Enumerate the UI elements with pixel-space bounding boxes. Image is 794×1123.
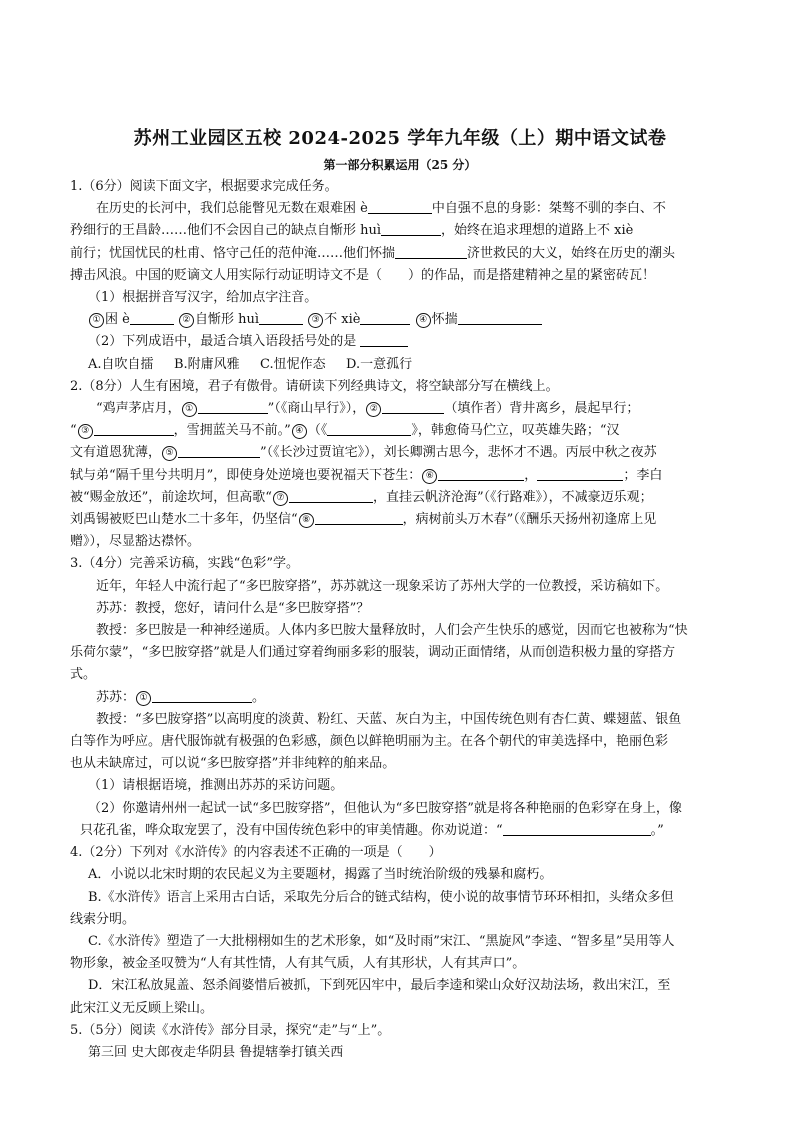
q1-text: 中自强不息的身影：桀骜不驯的李白、不 [431, 201, 666, 217]
q4-option-a[interactable]: A．小说以北宋时期的农民起义为主要题材，揭露了当时统治阶级的残暴和腐朽。 [88, 867, 553, 883]
circle-number-8: ⑧ [299, 513, 314, 528]
q2-text: ，直挂云帆济沧海”（《行路难》），不减豪迈乐观； [372, 489, 653, 505]
q2-line: 赠》），尽显豁达襟怀。 [70, 534, 201, 550]
q1-passage-line [70, 243, 730, 265]
q2-text: ”（《商山早行》）， [267, 401, 366, 417]
circle-number-5: ⑤ [162, 446, 177, 461]
q2-text: （填作者）背井离乡，晨起早行； [444, 401, 640, 417]
q1-text: 矜细行的王昌龄……他们不会因自己的缺点自惭形 huì [70, 223, 382, 239]
circle-number-4: ④ [416, 313, 431, 328]
question-4 [70, 842, 730, 1020]
persuade-blank[interactable] [503, 821, 651, 836]
q2-text: （《 [307, 423, 328, 439]
q2-text: 文有道恩犹薄， [70, 445, 162, 461]
q2-line [70, 398, 730, 420]
exam-title: 苏州工业园区五校 2024-2025 学年九年级（上）期中语文试卷 [133, 128, 667, 149]
poem-blank-3[interactable] [94, 421, 174, 436]
option-a[interactable]: A.自吹自擂 [88, 356, 154, 372]
answer-blank-idiom[interactable] [360, 332, 408, 347]
q3-paragraph: 式。 [70, 667, 97, 683]
q1-blank-hui[interactable] [381, 221, 441, 236]
circle-number-1: ① [136, 691, 151, 706]
q3-sub2: （2）你邀请州州一起试一试“多巴胺穿搭”，但他认为“多巴胺穿搭”就是将各种艳丽的色彩穿在身上，像 [88, 800, 682, 816]
question-1 [70, 176, 730, 376]
q5-head: 5.（5分）阅读《水浒传》部分目录，探究“走”与“上”。 [70, 1022, 391, 1038]
q1-answer-label: 自惭形 huì [194, 312, 260, 328]
answer-blank-3[interactable] [360, 310, 410, 325]
q3-head: 3.（4分）完善采访稿，实践“色彩”学。 [70, 556, 299, 572]
q3-paragraph: 教授：“多巴胺穿搭”以高明度的淡黄、粉红、天蓝、灰白为主，中国传统色则有杏仁黄、蝶翅蓝、银鱼 [96, 711, 682, 727]
answer-blank-4[interactable] [458, 310, 542, 325]
q2-text: ， [524, 467, 538, 483]
q2-line [70, 442, 730, 464]
q3-paragraph: 乐荷尔蒙”，“多巴胺穿搭”就是人们通过穿着绚丽多彩的服装，调动正面情绪，从而创造积极力量的穿搭方 [70, 645, 675, 661]
q2-line [70, 420, 730, 442]
q4-option-d-cont: 此宋江义无反顾上梁山。 [70, 1000, 214, 1016]
q2-line [70, 487, 730, 509]
q1-passage-line [70, 220, 730, 242]
poem-blank-6a[interactable] [438, 466, 524, 481]
question-5 [70, 1020, 730, 1064]
q2-text: ，雪拥蓝关马不前。” [173, 423, 291, 439]
circle-number-2: ② [366, 402, 381, 417]
q3-paragraph: 近年，年轻人中流行起了“多巴胺穿搭”，苏苏就这一现象采访了苏州大学的一位教授，采访稿如下。 [96, 578, 669, 594]
poem-blank-8[interactable] [315, 510, 403, 525]
q4-option-c-cont: 物形象，被金圣叹赞为“人有其性情，人有其气质，人有其形状，人有其声口”。 [70, 956, 526, 972]
q1-text: 前行；忧国忧民的杜甫、恪守己任的范仲淹……他们怀揣 [70, 245, 396, 261]
option-b[interactable]: B.附庸风雅 [174, 356, 240, 372]
question-2 [70, 376, 730, 554]
q2-line [70, 509, 730, 531]
q1-sub2: （2）下列成语中，最适合填入语段括号处的是 [88, 334, 357, 350]
circle-number-7: ⑦ [273, 491, 288, 506]
poem-blank-5[interactable] [178, 443, 260, 458]
q3-sub2-cont [70, 820, 730, 842]
interview-blank[interactable] [152, 688, 252, 703]
q3-text: 。” [650, 822, 664, 838]
q3-paragraph: 苏苏：教授，您好，请问什么是“多巴胺穿搭”？ [96, 600, 370, 616]
q2-line [70, 465, 730, 487]
q1-text: ，始终在追求理想的道路上不 xiè [441, 223, 634, 239]
q1-blank-huaichuai[interactable] [395, 244, 467, 259]
circle-number-4: ④ [292, 424, 307, 439]
q1-sub2-row [70, 331, 730, 353]
q1-answer-label: 不 xiè [324, 312, 361, 328]
exam-content [70, 126, 730, 1064]
q1-passage-line [70, 265, 730, 287]
q3-paragraph: 教授：多巴胺是一种神经递质。人体内多巴胺大量释放时，人们会产生快乐的感觉，因而它也被称为“快 [96, 623, 688, 639]
option-d[interactable]: D.一意孤行 [346, 356, 413, 372]
option-c[interactable]: C.忸怩作态 [260, 356, 326, 372]
q4-head: 4.（2分）下列对《水浒传》的内容表述不正确的一项是（ ） [70, 845, 442, 861]
q3-interview-question [70, 687, 730, 709]
poem-blank-7[interactable] [289, 488, 373, 503]
poem-blank-6b[interactable] [537, 466, 623, 481]
q3-text: 。 [252, 689, 266, 705]
circle-number-2: ② [179, 313, 194, 328]
poem-blank-1[interactable] [198, 399, 268, 414]
circle-number-6: ⑥ [422, 469, 437, 484]
q1-answer-label: 困 è [105, 312, 130, 328]
answer-blank-1[interactable] [130, 310, 174, 325]
poem-blank-4[interactable] [327, 421, 411, 436]
answer-blank-2[interactable] [259, 310, 303, 325]
q2-text: “ [70, 423, 77, 439]
q2-text: “鸡声茅店月， [96, 401, 181, 417]
q2-head: 2.（8分）人生有困境，君子有傲骨。请研读下列经典诗文，将空缺部分写在横线上。 [70, 378, 559, 394]
q1-head: 1.（6分）阅读下面文字，根据要求完成任务。 [70, 179, 338, 194]
q2-text: 被“赐金放还”，前途坎坷，但高歌“ [70, 489, 272, 505]
q1-answer-row [70, 309, 730, 331]
q4-option-b-cont: 线索分明。 [70, 911, 136, 927]
question-3 [70, 553, 730, 842]
poem-blank-2[interactable] [382, 399, 444, 414]
circle-number-1: ① [89, 313, 104, 328]
q1-text: 在历史的长河中，我们总能瞥见无数在艰难困 è [96, 201, 368, 217]
q3-paragraph: 白等作为呼应。唐代服饰就有极强的色彩感，颜色以鲜艳明丽为主。在各个朝代的审美选择中，艳丽色彩 [70, 734, 669, 750]
q2-text: ，病树前头万木春”（《酬乐天扬州初逢席上见 [402, 512, 657, 528]
q2-text: ”（《长沙过贾谊宅》），刘长卿溯古思今，悲怀才不遇。丙辰中秋之夜苏 [260, 445, 657, 461]
q1-options [70, 354, 730, 376]
q1-blank-e[interactable] [368, 199, 432, 214]
q2-text: ；李白 [623, 467, 663, 483]
q3-paragraph: 也从未缺席过，可以说“多巴胺穿搭”并非纯粹的舶来品。 [70, 756, 396, 772]
q2-text: 轼与弟“隔千里兮共明月”，即使身处逆境也要祝福天下苍生： [70, 467, 422, 483]
q1-answer-label: 怀揣 [431, 312, 458, 328]
q3-text: 苏苏： [96, 689, 136, 705]
q1-text: 搏击风浪。中国的贬谪文人用实际行动证明诗文不是（ [70, 267, 383, 283]
q3-text: 只花孔雀，哗众取宠罢了，没有中国传统色彩中的审美情趣。你劝说道：“ [80, 822, 503, 838]
q2-text: 刘禹锡被贬巴山楚水二十多年，仍坚信“ [70, 512, 298, 528]
q2-text: 》，韩愈倚马伫立，叹英雄失路；“汉 [411, 423, 620, 439]
q5-chapter: 第三回 史大郎夜走华阴县 鲁提辖拳打镇关西 [88, 1044, 344, 1060]
circle-number-3: ③ [308, 313, 323, 328]
q4-option-c[interactable]: C.《水浒传》塑造了一大批栩栩如生的艺术形象，如“及时雨”宋江、“黑旋风”李逵、“智多星”吴用等人 [88, 933, 675, 949]
q3-sub1: （1）请根据语境，推测出苏苏的采访问题。 [88, 778, 344, 794]
q1-text: 济世救民的大义，始终在历史的潮头 [467, 245, 676, 261]
circle-number-3: ③ [78, 424, 93, 439]
q1-text: ）的作品，而是搭建精神之星的紧密砖瓦！ [408, 267, 656, 283]
q1-passage-line [70, 198, 730, 220]
q4-option-b[interactable]: B.《水浒传》语言上采用古白话，采取先分后合的链式结构，使小说的故事情节环环相扣，头绪众多但 [88, 889, 674, 905]
circle-number-1: ① [182, 402, 197, 417]
q1-sub1: （1）根据拼音写汉字，给加点字注音。 [88, 290, 318, 306]
q4-option-d[interactable]: D．宋江私放晁盖、怒杀阎婆惜后被抓，下到死囚牢中，最后李逵和梁山众好汉劫法场，救出宋江，至 [88, 978, 671, 994]
section-heading: 第一部分积累运用（25 分） [323, 158, 477, 172]
